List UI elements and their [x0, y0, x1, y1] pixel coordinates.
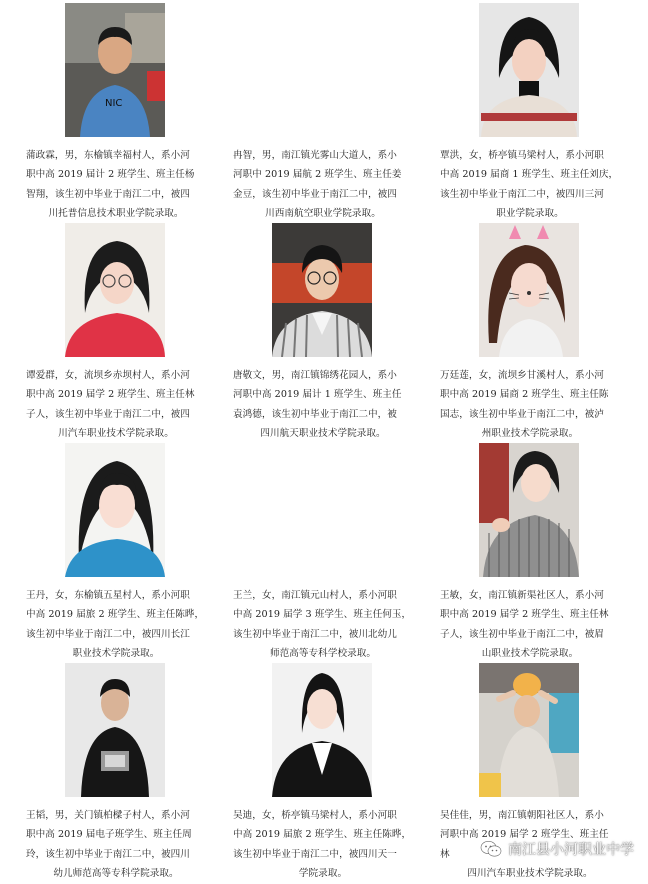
- student-photo-7: [65, 443, 165, 577]
- student-photo-11: [272, 663, 372, 797]
- student-caption-5: 唐敬文，男，南江镇锦绣花园人，系小 河职中高 2019 届计 1 班学生、班主任 袁鸿德，该生初中毕业于南江二中，被 四川航天职业技术学院录取。: [233, 370, 402, 440]
- student-photo-3: [479, 3, 579, 137]
- student-caption-12: 吴佳佳，男，南江镇朝阳社区人，系小 河职中高 2019 届学 2 班学生、班主任 林 四川汽车职业技术学院录取。: [440, 810, 609, 880]
- student-photo-1: [65, 3, 165, 137]
- student-photo-6: [479, 223, 579, 357]
- svg-text:NIC: NIC: [105, 98, 123, 109]
- wechat-icon: [480, 840, 502, 858]
- watermark-text: 南江县小河职业中学: [508, 842, 634, 858]
- wechat-watermark: [480, 839, 634, 859]
- student-photo-9: [479, 443, 579, 577]
- student-photo-10: [65, 663, 165, 797]
- student-caption-11: 吴迪，女，桥亭镇马梁村人，系小河职 中高 2019 届旅 2 班学生、班主任陈晔， 该生初中毕业于南江二中，被四川天一 学院录取。: [233, 810, 412, 880]
- student-caption-6: 万廷莲，女，流坝乡甘溪村人，系小河 职中高 2019 届商 2 班学生、班主任陈 国志，该生初中毕业于南江二中，被泸 州职业技术学院录取。: [440, 370, 609, 440]
- student-photo-4: [65, 223, 165, 357]
- student-caption-2: 冉智，男，南江镇光雾山大道人，系小 河职中 2019 届航 2 班学生、班主任姜 金豆，该生初中毕业于南江二中，被四 川西南航空职业学院录取。: [233, 150, 402, 220]
- student-caption-8: 王兰，女，南江镇元山村人，系小河职 中高 2019 届学 3 班学生、班主任何玉， 该生初中毕业于南江二中，被川北幼儿 师范高等专科学校录取。: [233, 590, 412, 660]
- student-caption-9: 王敏，女，南江镇新渠社区人，系小河 职中高 2019 届学 2 班学生、班主任林 子人，该生初中毕业于南江二中，被眉 山职业技术学院录取。: [440, 590, 609, 660]
- student-caption-3: 覃洪，女，桥亭镇马梁村人，系小河职 中高 2019 届商 1 班学生、班主任刘庆， 该生初中毕业于南江二中，被四川三河 职业学院录取。: [440, 150, 619, 220]
- student-photo-12: [479, 663, 579, 797]
- student-photo-5: [272, 223, 372, 357]
- student-caption-7: 王丹，女，东榆镇五星村人，系小河职 中高 2019 届旅 2 班学生、班主任陈晔， 该生初中毕业于南江二中，被四川长江 职业技术学院录取。: [26, 590, 205, 660]
- student-caption-1: 蒲政霖，男，东榆镇幸福村人，系小河 职中高 2019 届计 2 班学生、班主任杨 智翔，该生初中毕业于南江二中，被四 川托普信息技术职业学院录取。: [26, 150, 195, 220]
- student-caption-4: 谭爱群，女，流坝乡赤坝村人，系小河 职中高 2019 届学 2 班学生、班主任林 子人，该生初中毕业于南江二中，被四 川汽车职业技术学院录取。: [26, 370, 195, 440]
- student-caption-10: 王韬，男，关门镇柏樑子村人，系小河 职中高 2019 届电子班学生、班主任周 玲，该生初中毕业于南江二中，被四川 幼儿师范高等专科学院录取。: [26, 810, 192, 880]
